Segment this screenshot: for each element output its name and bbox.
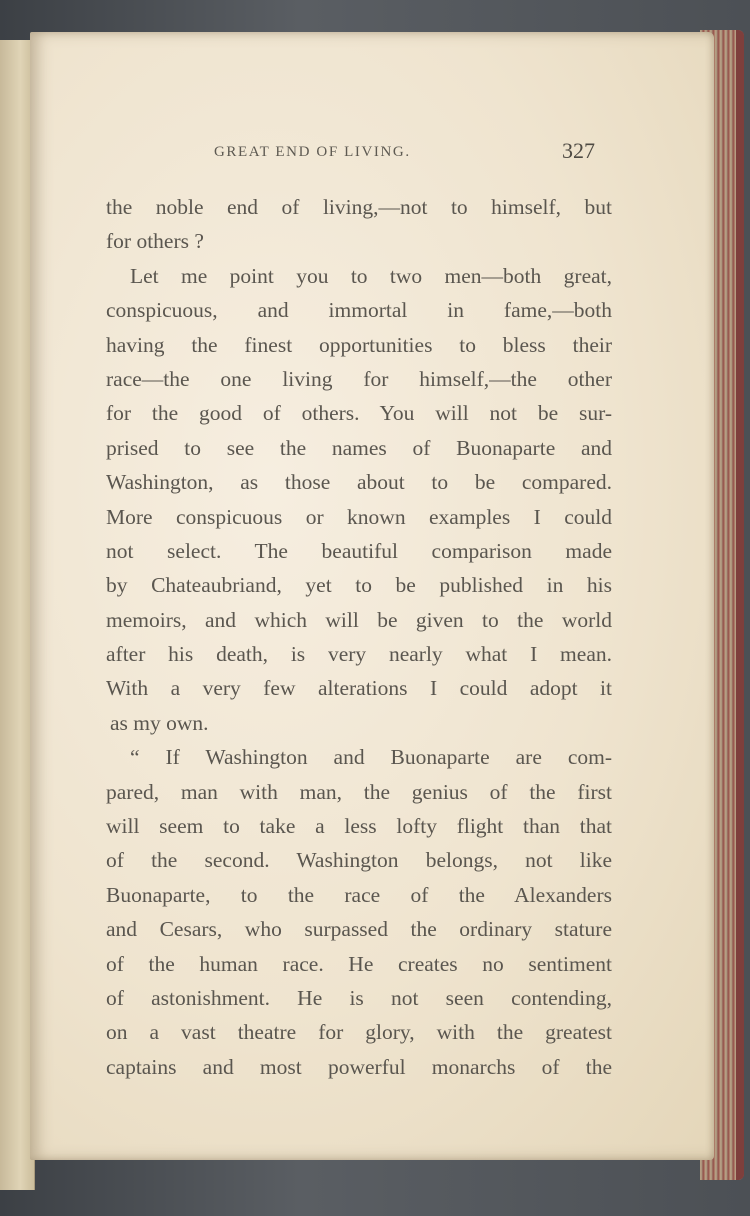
text-line: the noble end of living,—not to himself, but xyxy=(106,195,612,219)
text-line: of the second. Washington belongs, not like xyxy=(106,848,612,873)
text-line: race—the one living for himself,—the other xyxy=(106,366,612,391)
paragraph-first-line: “ If Washington and Buonaparte are com- xyxy=(130,745,612,770)
text-line: conspicuous, and immortal in fame,—both xyxy=(106,298,612,323)
text-line: having the finest opportunities to bless their xyxy=(106,332,612,357)
text-line: after his death, is very nearly what I mean. xyxy=(106,642,612,667)
running-head: GREAT END OF LIVING. xyxy=(214,144,411,160)
text-line: for the good of others. You will not be sur- xyxy=(106,401,612,426)
text-line: not select. The beautiful comparison made xyxy=(106,538,612,563)
text-line: memoirs, and which will be given to the world xyxy=(106,607,612,632)
text-line: captains and most powerful monarchs of the xyxy=(106,1054,612,1079)
page-number: 327 xyxy=(562,138,595,163)
body-text xyxy=(106,190,612,1084)
text-line: prised to see the names of Buonaparte and xyxy=(106,435,612,460)
paragraph-first-line: Let me point you to two men—both great, xyxy=(130,263,612,288)
text-line: as my own. xyxy=(110,710,209,735)
text-line: by Chateaubriand, yet to be published in his xyxy=(106,573,612,598)
text-line: More conspicuous or known examples I could xyxy=(106,504,612,529)
book-page xyxy=(30,32,714,1160)
text-line: on a vast theatre for glory, with the greatest xyxy=(106,1020,612,1045)
text-line: and Cesars, who surpassed the ordinary stature xyxy=(106,917,612,942)
text-line: With a very few alterations I could adopt it xyxy=(106,676,612,701)
page-header xyxy=(30,140,714,170)
text-line: of astonishment. He is not seen contending, xyxy=(106,985,612,1010)
text-line: for others ? xyxy=(106,229,204,254)
text-line: Washington, as those about to be compared. xyxy=(106,470,612,495)
text-line: of the human race. He creates no sentiment xyxy=(106,951,612,976)
text-line: will seem to take a less lofty flight than that xyxy=(106,814,612,839)
text-line: pared, man with man, the genius of the first xyxy=(106,779,612,804)
text-line: Buonaparte, to the race of the Alexanders xyxy=(106,882,612,907)
